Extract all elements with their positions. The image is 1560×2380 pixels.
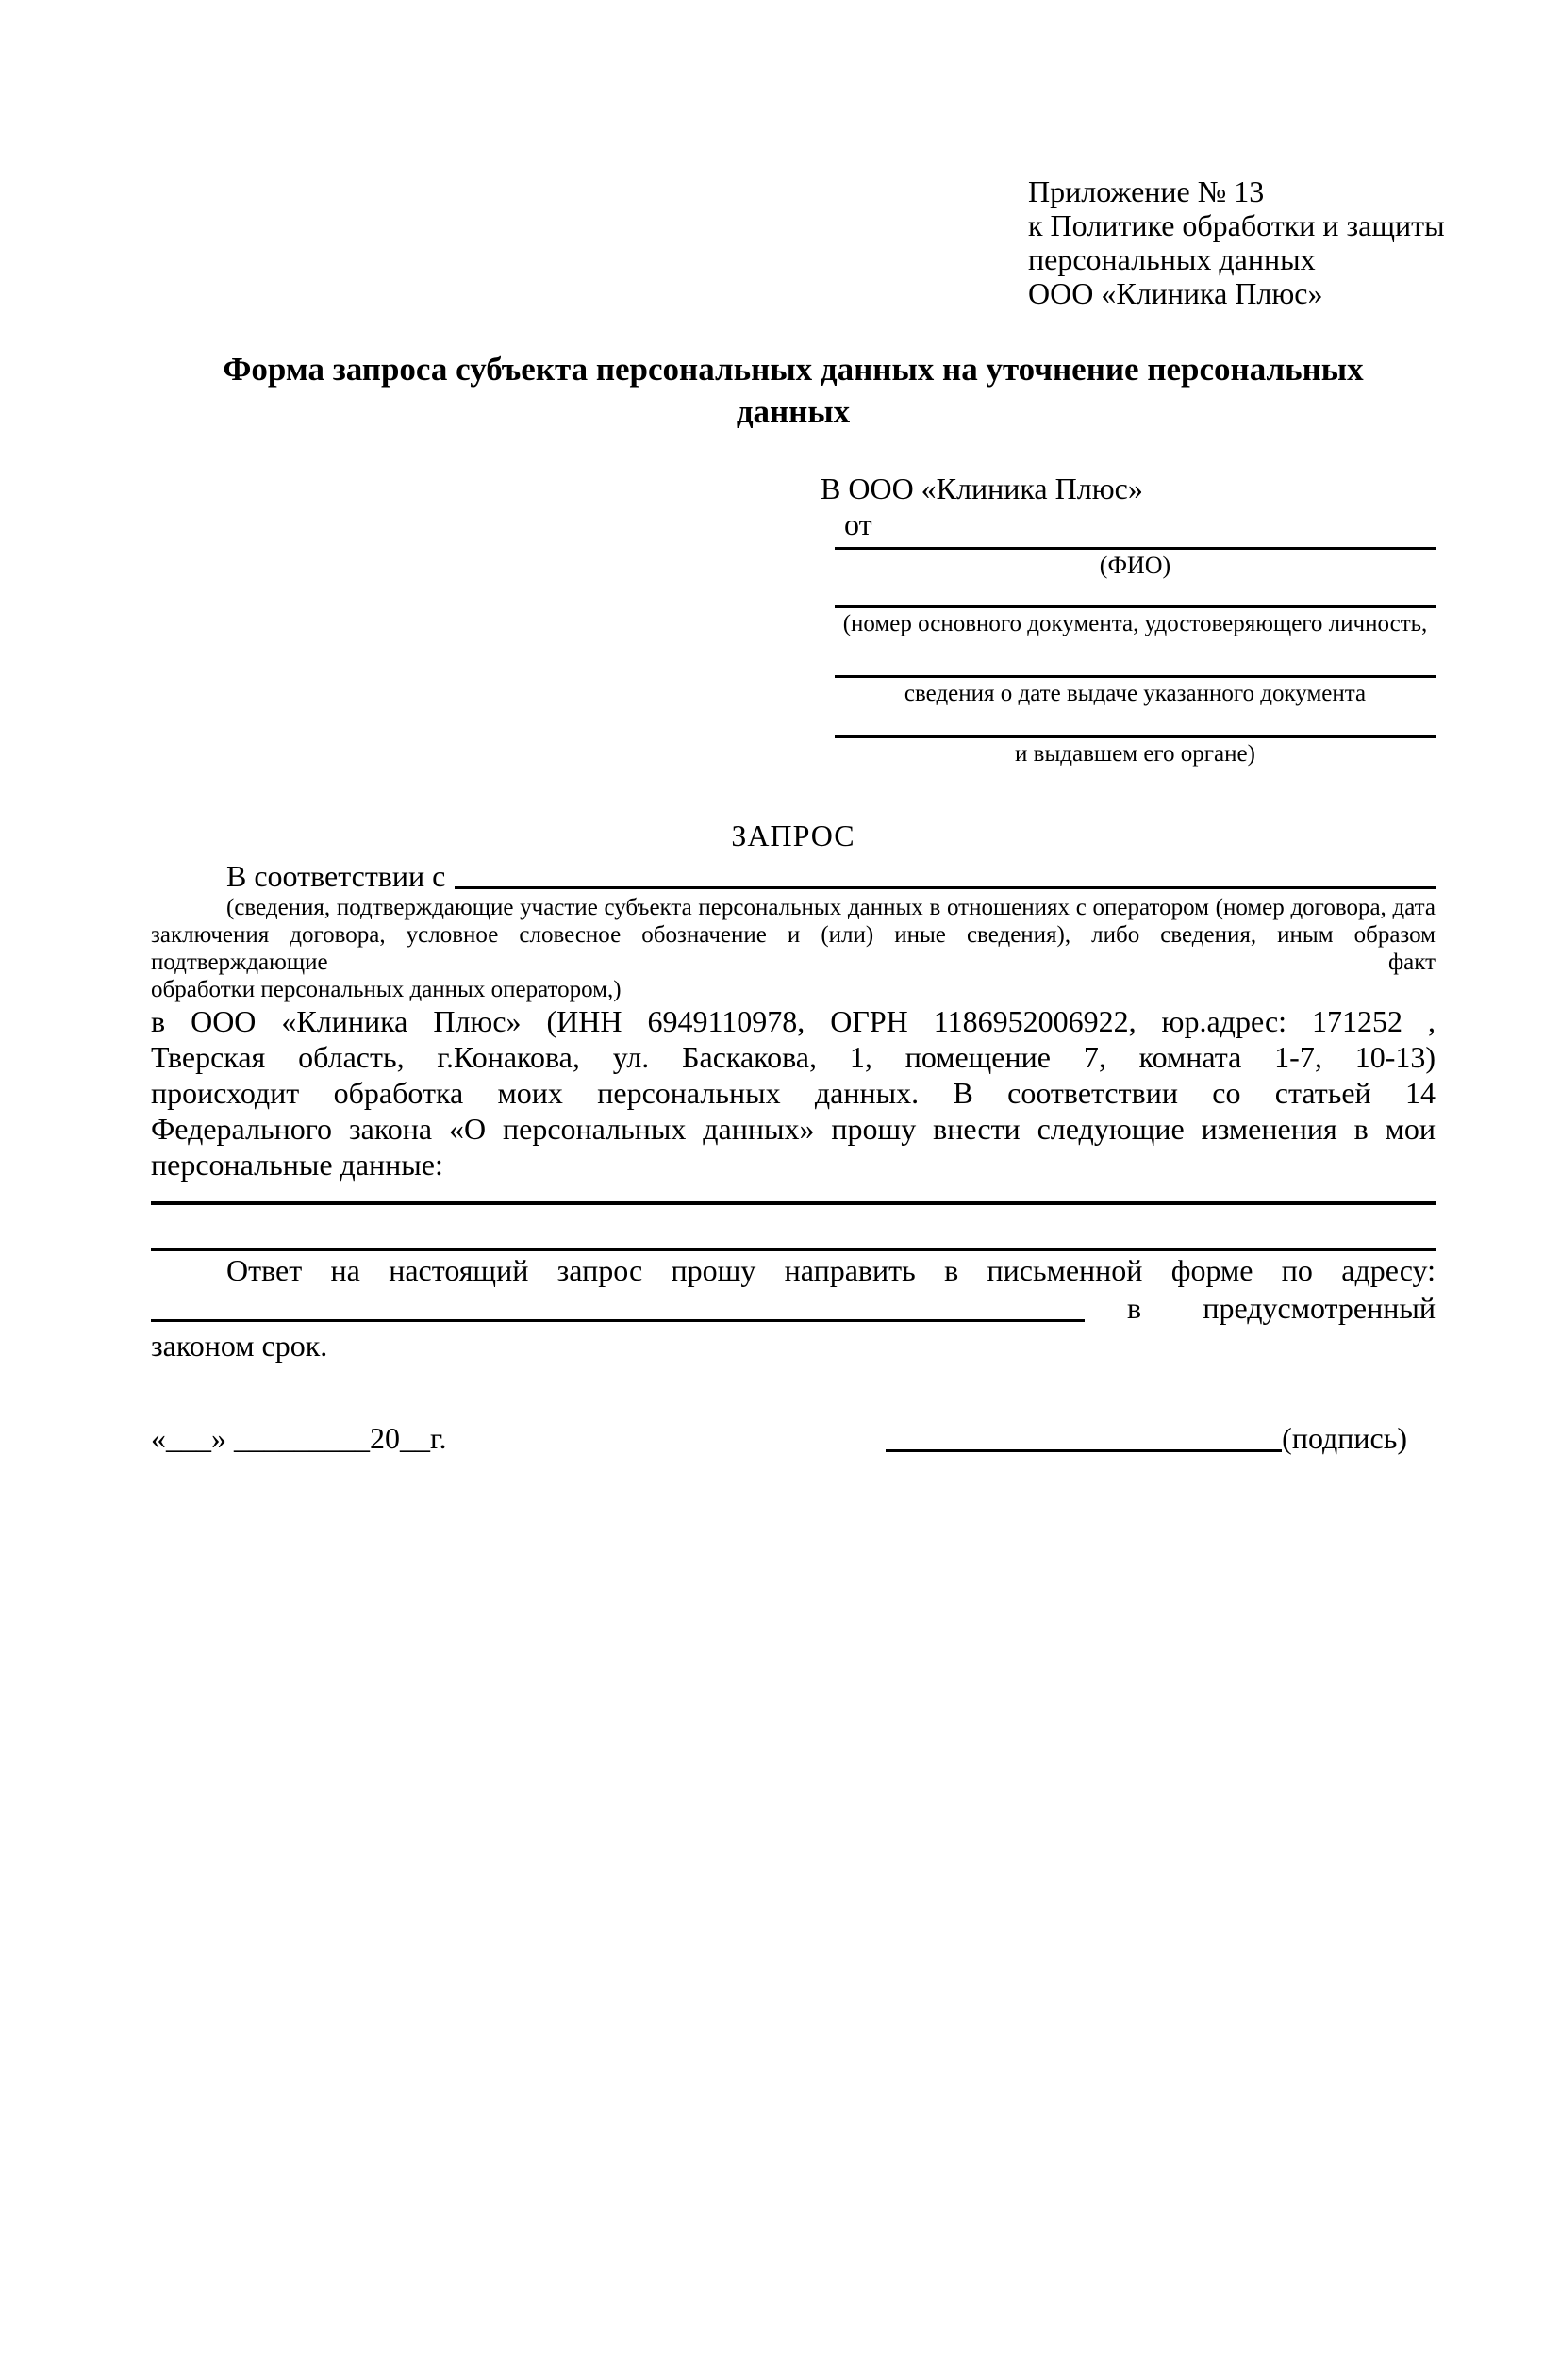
document-number-caption: (номер основного документа, удостоверяющего личность, [842,611,1428,636]
body-paragraph [151,1003,1436,1182]
issuing-authority-caption: и выдавшем его органе) [1015,741,1255,767]
clarification-line: обработки персональных данных оператором,) [151,977,622,1002]
document-title: Форма запроса субъекта персональных данных на уточнение персональных данных [223,351,1364,430]
intro-line [151,858,1436,894]
reply-line-2 [151,1289,1436,1327]
changes-blank-line-1 [151,1182,1436,1205]
reply-line-2-text [1085,1289,1436,1327]
clarification-line: заключения договора, условное словесное обозначение и (или) иные сведения), либо сведения, иным образом подтверждающие факт [151,922,1436,975]
request-heading: ЗАПРОС [731,818,855,852]
appendix-line: ООО «Клиника Плюс» [1028,276,1323,310]
changes-blank-line-2 [151,1205,1436,1251]
addressee-fields [835,542,1436,770]
addressee-from-label: от [844,507,872,541]
clarification-note [151,894,1436,1003]
issue-date-blank-line [835,640,1436,678]
appendix-line: Приложение № 13 [1028,174,1265,208]
footer [151,1419,1436,1457]
signature-blank-line [886,1449,1282,1452]
basis-blank-line [455,858,1436,889]
body-line: Тверская область, г.Конакова, ул. Баскакова, 1, помещение 7, комната 1-7, 10-13) [151,1040,1436,1074]
intro-text: В соответствии с [226,859,446,893]
body-line: персональные данные: [151,1148,443,1182]
appendix-line: к Политике обработки и защиты [1028,208,1445,242]
appendix-line: персональных данных [1028,242,1316,276]
page-content [0,174,1560,1457]
body-line: Федерального закона «О персональных данных» прошу внести следующие изменения в мои [151,1112,1436,1146]
clarification-line: (сведения, подтверждающие участие субъекта персональных данных в отношениях с оператором (номер договора, дата [226,895,1436,920]
issue-date-caption: сведения о дате выдаче указанного документа [904,681,1367,706]
fio-caption: (ФИО) [1099,552,1171,579]
document-page [0,174,1560,2380]
reply-line-1: Ответ на настоящий запрос прошу направить в письменной форме по адресу: [226,1253,1436,1287]
body-line: в ООО «Клиника Плюс» (ИНН 6949110978, ОГРН 1186952006922, юр.адрес: 171252 , [151,1004,1436,1038]
reply-word-v: в [1127,1291,1142,1325]
appendix-note [1028,174,1445,310]
date-line: «___» _________20__г. [151,1421,447,1455]
reply-word-predusmotrennyj: предусмотренный [1203,1291,1436,1325]
addressee-to-line: В ООО «Клиника Плюс» [821,471,1143,505]
address-blank-line [151,1289,1085,1322]
signature-caption: (подпись) [1282,1421,1407,1455]
body-line: происходит обработка моих персональных данных. В соответствии со статьей 14 [151,1076,1436,1110]
fio-blank-line [835,542,1436,550]
document-number-blank-line [835,582,1436,608]
issuing-authority-blank-line [835,710,1436,738]
signature-group [886,1419,1407,1457]
reply-line-3: законом срок. [151,1329,328,1363]
